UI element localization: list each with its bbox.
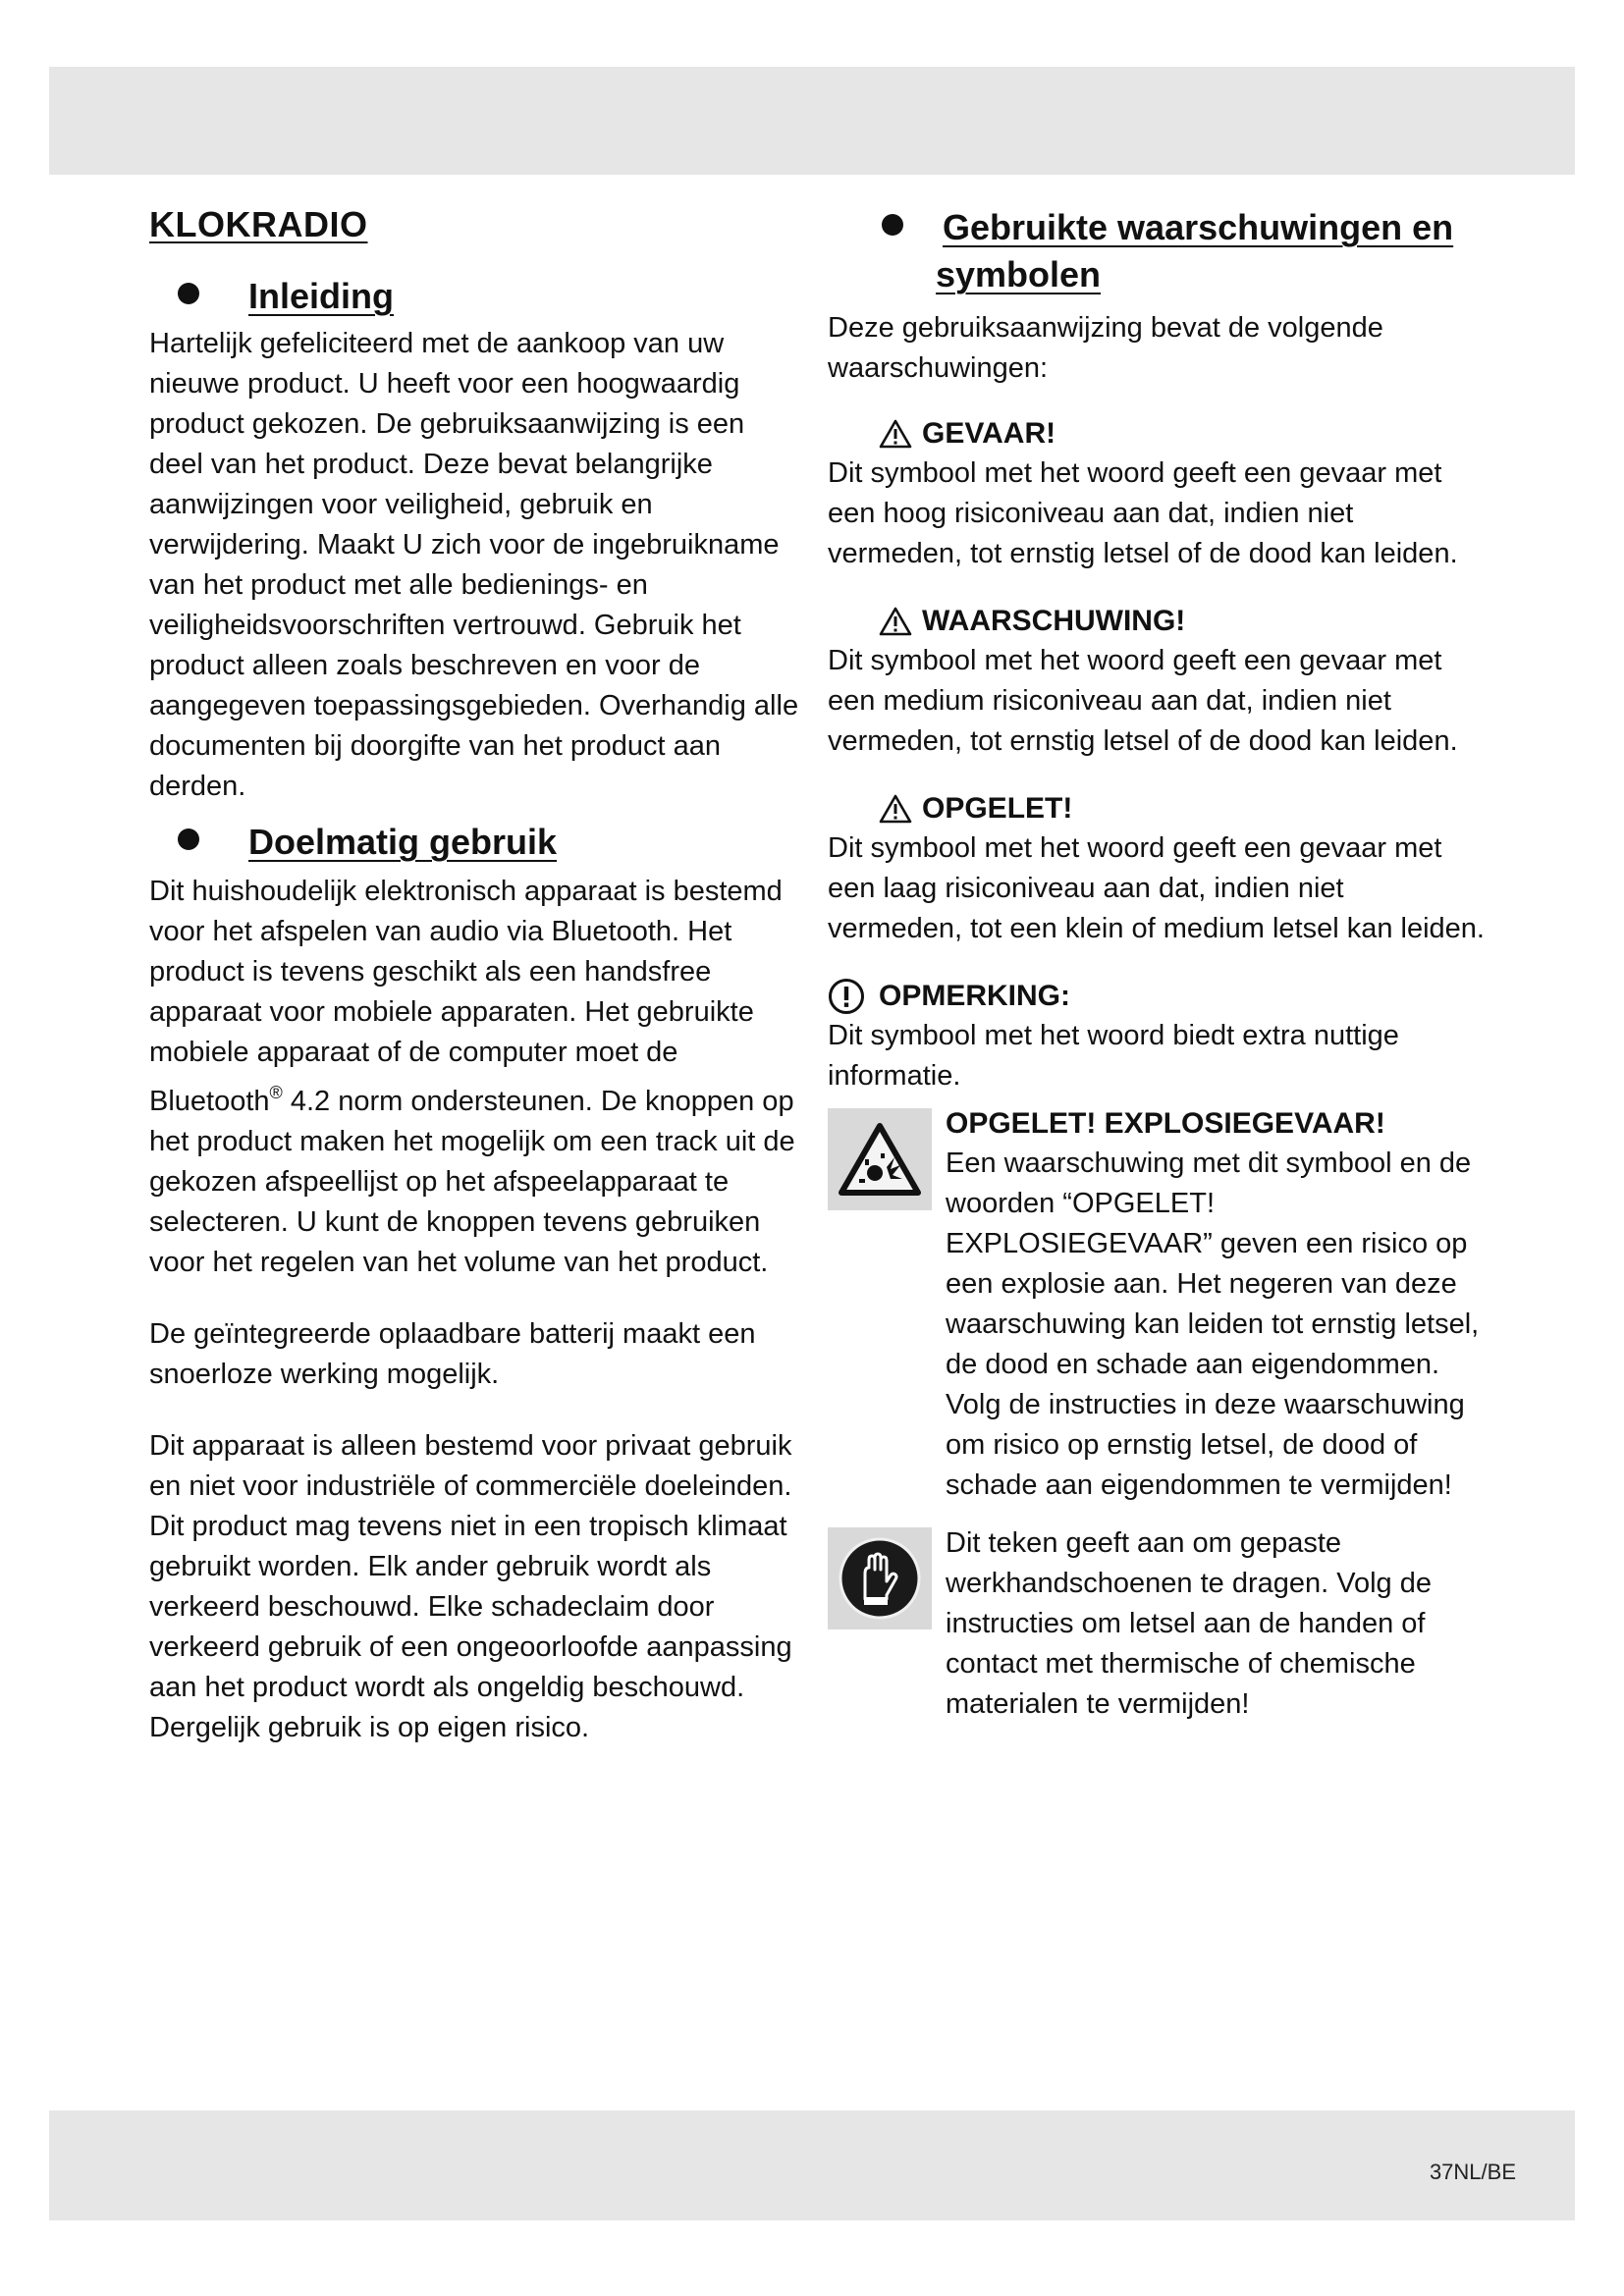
- usage-paragraph-1: Dit huishoudelijk elektronisch apparaat is bestemd voor het afspelen van audio via Bluetooth. Het product is tevens geschikt als een handsfree apparaat voor mobiele apparaten. Het gebruikte mobiele apparaat of de computer moet de Bluetooth® 4.2 norm ondersteunen. De knoppen op het product maken het mogelijk om een track uit de gekozen afspeellijst op het afspeelapparaat te selecteren. U kunt de knoppen tevens gebruiken voor het regelen van het volume van het product.: [149, 876, 795, 1278]
- left-column: [149, 204, 802, 1748]
- warning-triangle-icon: [879, 794, 912, 824]
- right-column: [828, 204, 1486, 1742]
- note-block: [828, 977, 1486, 1096]
- gloves-text: Dit teken geeft aan om gepaste werkhandschoenen te dragen. Volg de instructies om letsel aan de handen of contact met thermische of chemische materialen te vermijden!: [946, 1527, 1432, 1720]
- section-heading-usage: Doelmatig gebruik: [149, 819, 802, 866]
- warning-text: Dit symbool met het woord geeft een gevaar met een medium risiconiveau aan dat, indien niet vermeden, tot ernstig letsel of de dood kan leiden.: [828, 645, 1458, 757]
- note-text: Dit symbool met het woord biedt extra nuttige informatie.: [828, 1020, 1399, 1092]
- warning-title: GEVAAR!: [922, 417, 1056, 450]
- warning-triangle-icon: [879, 419, 912, 449]
- warnings-intro-paragraph: Deze gebruiksaanwijzing bevat de volgende waarschuwingen:: [828, 312, 1383, 384]
- section-heading-intro: Inleiding: [149, 273, 802, 320]
- section-heading-warnings: Gebruikte waarschuwingen en symbolen: [882, 204, 1486, 298]
- explosion-title: OPGELET! EXPLOSIEGEVAAR!: [946, 1107, 1385, 1140]
- warning-title: WAARSCHUWING!: [922, 605, 1186, 637]
- warning-title: OPGELET!: [922, 792, 1073, 825]
- explosion-hazard-icon: [836, 1120, 924, 1199]
- warning-text: Dit symbool met het woord geeft een gevaar met een laag risiconiveau aan dat, indien niet vermeden, tot een klein of medium letsel kan leiden.: [828, 832, 1485, 944]
- registered-mark: ®: [269, 1083, 283, 1102]
- warning-block-caution: [828, 789, 1486, 949]
- bullet-icon: [178, 828, 199, 850]
- explosion-text: Een waarschuwing met dit symbool en de woorden “OPGELET! EXPLOSIEGEVAAR” geven een risico op een explosie aan. Het negeren van deze waarschuwing kan leiden tot ernstig letsel, de dood en schade aan eigendommen. Volg de instructies in deze waarschuwing om risico op ernstig letsel, de dood of schade aan eigendommen te vermijden!: [946, 1148, 1480, 1501]
- protective-gloves-icon: [836, 1534, 924, 1623]
- document-title: KLOKRADIO: [149, 204, 368, 244]
- warning-block-warning: [828, 602, 1486, 762]
- bullet-icon: [178, 283, 199, 304]
- exclamation-circle-icon: [828, 978, 865, 1015]
- gloves-instruction-row: [828, 1523, 1486, 1725]
- warning-text: Dit symbool met het woord geeft een gevaar met een hoog risiconiveau aan dat, indien niet vermeden, tot ernstig letsel of de dood kan leiden.: [828, 457, 1458, 569]
- page-number: 37NL/BE: [1429, 2160, 1516, 2184]
- bullet-icon: [882, 214, 903, 236]
- header-band: [49, 67, 1575, 175]
- intro-paragraph: Hartelijk gefeliciteerd met de aankoop van uw nieuwe product. U heeft voor een hoogwaardig product gekozen. De gebruiksaanwijzing is een deel van het product. Deze bevat belangrijke aanwijzingen voor veiligheid, gebruik en verwijdering. Maakt U zich voor de ingebruikname van het product met alle bedienings- en veiligheidsvoorschriften vertrouwd. Gebruik het product alleen zoals beschreven en voor de aangegeven toepassingsgebieden. Overhandig alle documenten bij doorgifte van het product aan derden.: [149, 328, 799, 802]
- explosion-warning-row: [828, 1104, 1486, 1506]
- warning-triangle-icon: [879, 607, 912, 636]
- usage-paragraph-2: De geïntegreerde oplaadbare batterij maakt een snoerloze werking mogelijk.: [149, 1318, 756, 1390]
- usage-paragraph-3: Dit apparaat is alleen bestemd voor privaat gebruik en niet voor industriële of commerciële doeleinden. Dit product mag tevens niet in een tropisch klimaat gebruikt worden. Elk ander gebruik wordt als verkeerd beschouwd. Elke schadeclaim door verkeerd gebruik of een ongeoorloofde aanpassing aan het product wordt als ongeldig beschouwd. Dergelijk gebruik is op eigen risico.: [149, 1430, 792, 1743]
- warning-block-danger: [828, 414, 1486, 574]
- note-title: OPMERKING:: [879, 980, 1070, 1012]
- footer-band: [49, 2110, 1575, 2220]
